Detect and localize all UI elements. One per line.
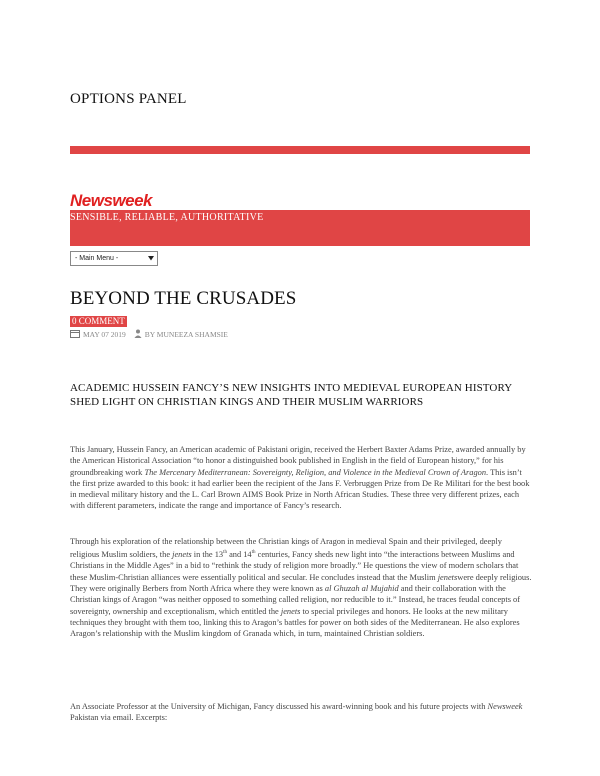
article-author[interactable]: BY MUNEEZA SHAMSIE bbox=[144, 330, 228, 339]
top-accent-bar bbox=[70, 146, 530, 154]
paragraph-1: This January, Hussein Fancy, an American academic of Pakistani origin, received the Herbert Baxter Adams Prize, awarded annually by the American Historical Association “to honor a distinguished book published in English in the field of European history,” for his groundbreaking work The Mercenary Mediterranean: Sovereignty, Religion, and Violence in the Medieval Crown of Aragon. This isn’t the first prize awarded to this book: it had earlier been the recipient of the Jans F. Verbruggen Prize from De Re Militari for the best book in medieval military history and the L. Carl Brown AIMS Book Prize in North African Studies. These three very different prizes, each with different parameters, indicate the range and importance of Fancy’s research. bbox=[70, 445, 530, 511]
main-menu-selected-value: - Main Menu - bbox=[75, 255, 119, 262]
user-icon bbox=[134, 329, 142, 340]
comment-count-link[interactable]: 0 COMMENT bbox=[72, 316, 125, 326]
calendar-icon bbox=[70, 329, 80, 340]
book-title: The Mercenary Mediterranean: Sovereignty, Religion, and Violence in the Medieval Crown of Aragon bbox=[144, 467, 487, 477]
newsweek-logo[interactable]: Newsweek bbox=[70, 191, 152, 210]
chevron-down-icon bbox=[147, 255, 155, 264]
article-title: BEYOND THE CRUSADES bbox=[70, 288, 297, 309]
article-meta bbox=[70, 329, 228, 340]
site-tagline: SENSIBLE, RELIABLE, AUTHORITATIVE bbox=[70, 212, 264, 223]
main-menu-select[interactable] bbox=[70, 251, 158, 266]
options-panel-heading: OPTIONS PANEL bbox=[70, 91, 187, 107]
paragraph-3: An Associate Professor at the University of Michigan, Fancy discussed his award-winning book and his future projects with Newsweek Pakistan via email. Excerpts: bbox=[70, 702, 523, 723]
article-subtitle: ACADEMIC HUSSEIN FANCY’S NEW INSIGHTS INTO MEDIEVAL EUROPEAN HISTORY SHED LIGHT ON CHRISTIAN KINGS AND THEIR MUSLIM WARRIORS bbox=[70, 382, 512, 408]
paragraph-2: Through his exploration of the relationship between the Christian kings of Aragon in medieval Spain and their privileged, deeply religious Muslim soldiers, the jenets in the 13th and 14th centuries, Fancy sheds new light into “the interactions between Muslims and Christians in the Middle Ages” in a bid to “rethink the study of religion more broadly.” He questions the view of modern scholars that these Muslim-Christian alliances were essentially political and secular. He concludes instead that the Muslim jenetswere deeply religious. They were originally Berbers from North Africa where they were known as al Ghuzah al Mujahid and their collaboration with the Christian kings of Aragon “was neither opposed to something called religion, nor reducible to it.” Instead, he traces feudal concepts of sovereignty, ownership and exceptionalism, which entitled the jenets to special privileges and honors. He looks at the new military techniques they brought with them too, linking this to Aragon’s battles for power on both sides of the Mediterranean. He also explores Aragon’s relationship with the Muslim kingdom of Granada which, in turn, maintained Christian soldiers. bbox=[70, 537, 532, 639]
article-date: MAY 07 2019 bbox=[83, 330, 126, 339]
